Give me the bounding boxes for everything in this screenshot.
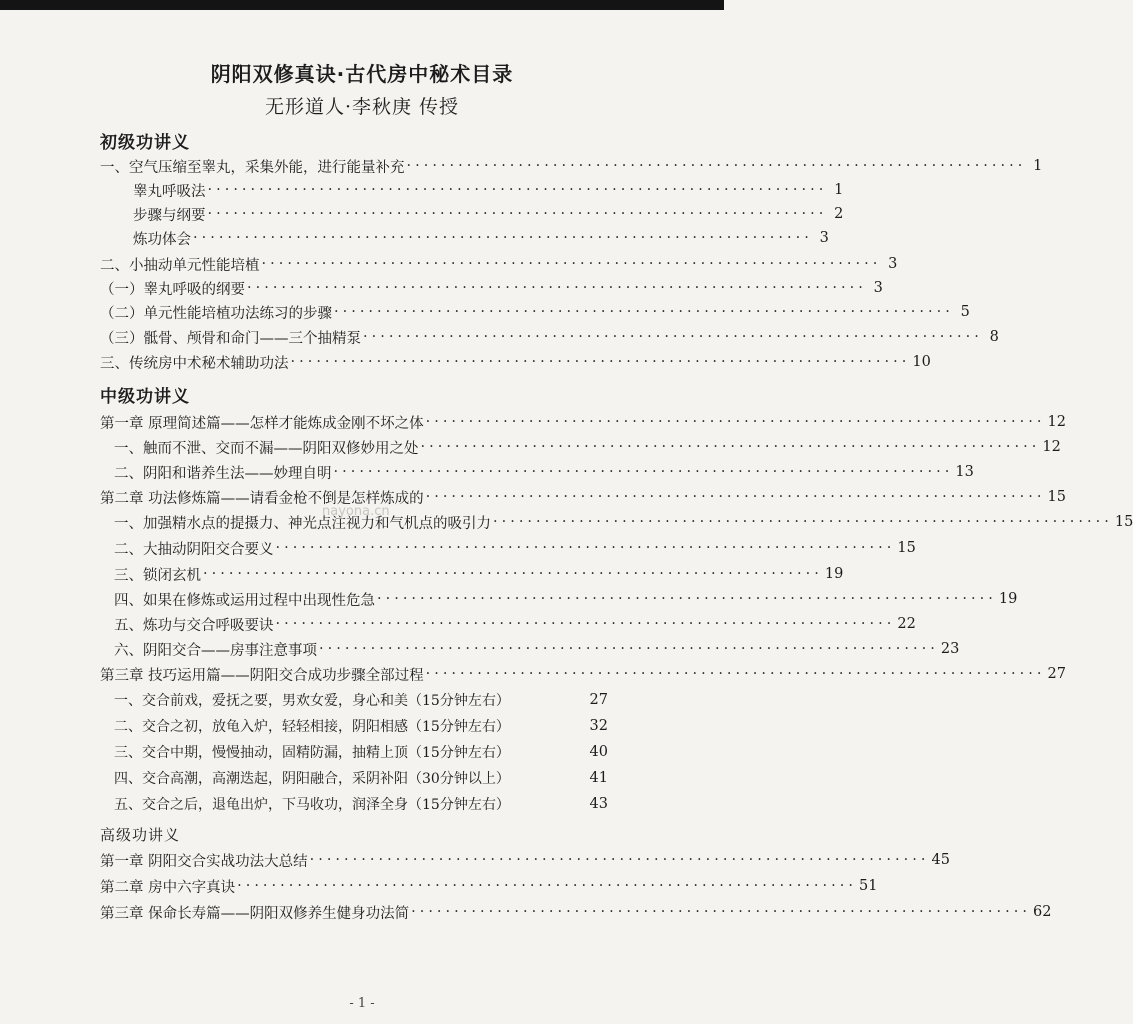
entry-title: （二）单元性能培植功法练习的步骤 (100, 305, 332, 322)
entry-title: 睾丸呼吸法 (133, 183, 206, 200)
toc-entry (0, 202, 844, 226)
entry-title: 第二章 功法修炼篇——请看金枪不倒是怎样炼成的 (100, 490, 424, 507)
leader-dots: ········································································ (406, 158, 1027, 174)
entry-title: 二、阴阳和谐养生法——妙理自明 (114, 465, 332, 482)
entry-page: 19 (824, 566, 844, 582)
entry-title: 第一章 原理简述篇——怎样才能炼成金刚不坏之体 (100, 415, 424, 432)
leader-dots: ········································································ (377, 591, 997, 607)
entry-title: 二、大抽动阴阳交合要义 (114, 541, 274, 558)
entry-page: 27 (1047, 666, 1066, 682)
toc-entry (0, 562, 844, 586)
entry-title: 一、空气压缩至睾丸，采集外能，进行能量补充 (100, 159, 405, 176)
toc-entry (0, 325, 999, 349)
toc-entry (0, 900, 1052, 924)
entry-title: 五、炼功与交合呼吸要诀 (114, 617, 274, 634)
entry-page: 15 (1047, 489, 1066, 505)
toc-entry (0, 410, 1066, 434)
entry-title: 第二章 房中六字真诀 (100, 879, 236, 896)
entry-page: 27 (589, 692, 608, 708)
toc-entry (0, 435, 1061, 459)
entry-page: 45 (931, 852, 950, 868)
entry-page: 40 (589, 744, 608, 760)
section-heading: 高级功讲义 (100, 826, 181, 844)
entry-title: 六、阴阳交合——房事注意事项 (114, 642, 317, 659)
page-number-footer: - 1 - (349, 996, 375, 1011)
section-heading: 初级功讲义 (100, 133, 190, 153)
leader-dots: ········································································ (493, 514, 1113, 530)
entry-title: 一、触而不泄、交而不漏——阴阳双修妙用之处 (114, 440, 419, 457)
toc-entry (0, 226, 829, 250)
entry-title: 三、锁闭玄机 (114, 567, 201, 584)
toc-entry (0, 154, 1043, 178)
entry-page: 3 (819, 230, 829, 246)
leader-dots: ········································································ (319, 641, 939, 657)
toc-entry (0, 300, 970, 324)
entry-page: 2 (834, 206, 844, 222)
entry-title: 五、交合之后，退龟出炉，下马收功，润泽全身（15分钟左右） (114, 797, 510, 813)
entry-title: 第三章 保命长寿篇——阴阳双修养生健身功法简 (100, 905, 410, 922)
leader-dots: ········································································ (333, 464, 954, 480)
leader-dots: ········································································ (425, 489, 1046, 505)
entry-page: 23 (940, 641, 960, 657)
leader-dots: ········································································ (425, 666, 1046, 682)
toc-entry (0, 612, 916, 636)
toc-entry (0, 740, 724, 764)
toc-entry (0, 536, 916, 560)
entry-page: 1 (1033, 158, 1043, 174)
entry-page: 10 (912, 354, 931, 370)
leader-dots: ········································································ (420, 439, 1041, 455)
entry-page: 51 (858, 878, 878, 894)
entry-title: 一、交合前戏，爱抚之要，男欢女爱，身心和美（15分钟左右） (114, 693, 510, 709)
leader-dots: ········································································ (247, 280, 867, 296)
entry-title: 步骤与纲要 (133, 207, 206, 224)
toc-entry (0, 688, 724, 712)
entry-title: 一、加强精水点的提摄力、神光点注视力和气机点的吸引力 (114, 515, 491, 532)
toc-entry (0, 252, 898, 276)
page-title: 阴阳双修真诀·古代房中秘术目录 (210, 62, 514, 86)
leader-dots: ········································································ (193, 230, 813, 246)
entry-page: 3 (873, 280, 883, 296)
toc-entry (0, 637, 960, 661)
entry-title: 四、交合高潮，高潮迭起，阴阳融合，采阴补阳（30分钟以上） (114, 771, 510, 787)
entry-title: 三、交合中期，慢慢抽动，固精防漏，抽精上顶（15分钟左右） (114, 745, 510, 761)
entry-page: 1 (834, 182, 844, 198)
watermark: nayona.cn (322, 504, 390, 519)
toc-entry (0, 276, 883, 300)
entry-title: 第一章 阴阳交合实战功法大总结 (100, 853, 308, 870)
toc-entry (0, 587, 1018, 611)
leader-dots: ········································································ (207, 206, 828, 222)
entry-title: 第三章 技巧运用篇——阴阳交合成功步骤全部过程 (100, 667, 424, 684)
entry-page: 43 (589, 796, 608, 812)
leader-dots: ········································································ (203, 566, 823, 582)
entry-title: 三、传统房中术秘术辅助功法 (100, 355, 289, 372)
entry-page: 15 (1114, 514, 1133, 530)
leader-dots: ········································································ (290, 354, 911, 370)
entry-page: 19 (998, 591, 1018, 607)
leader-dots: ········································································ (363, 329, 983, 345)
entry-page: 62 (1032, 904, 1052, 920)
entry-title: （一）睾丸呼吸的纲要 (100, 281, 245, 298)
entry-page: 41 (589, 770, 608, 786)
toc-entry (0, 662, 1066, 686)
leader-dots: ········································································ (261, 256, 882, 272)
leader-dots: ········································································ (411, 904, 1031, 920)
entry-page: 32 (589, 718, 608, 734)
leader-dots: ········································································ (334, 304, 954, 320)
leader-dots: ········································································ (275, 540, 896, 556)
leader-dots: ········································································ (275, 616, 896, 632)
entry-page: 22 (897, 616, 916, 632)
leader-dots: ········································································ (425, 414, 1046, 430)
toc-entry (0, 178, 844, 202)
entry-title: （三）骶骨、颅骨和命门——三个抽精泵 (100, 330, 361, 347)
page-subtitle: 无形道人·李秋庚 传授 (264, 96, 460, 118)
toc-entry (0, 874, 878, 898)
entry-page: 15 (897, 540, 916, 556)
entry-page: 12 (1042, 439, 1061, 455)
toc-entry (0, 848, 950, 872)
toc-entry (0, 460, 974, 484)
toc-entry (0, 766, 724, 790)
leader-dots: ········································································ (207, 182, 828, 198)
toc-entry (0, 714, 724, 738)
entry-page: 13 (955, 464, 974, 480)
toc-entry (0, 792, 724, 816)
section-heading: 中级功讲义 (100, 387, 190, 407)
entry-title: 炼功体会 (133, 231, 191, 248)
entry-title: 二、小抽动单元性能培植 (100, 257, 260, 274)
entry-page: 12 (1047, 414, 1066, 430)
entry-page: 8 (989, 329, 999, 345)
entry-title: 二、交合之初，放龟入炉，轻轻相接，阴阳相感（15分钟左右） (114, 719, 510, 735)
entry-page: 3 (888, 256, 898, 272)
leader-dots: ········································································ (237, 878, 857, 894)
toc-entry (0, 350, 931, 374)
entry-title: 四、如果在修炼或运用过程中出现性危急 (114, 592, 375, 609)
entry-page: 5 (960, 304, 970, 320)
leader-dots: ········································································ (309, 852, 930, 868)
